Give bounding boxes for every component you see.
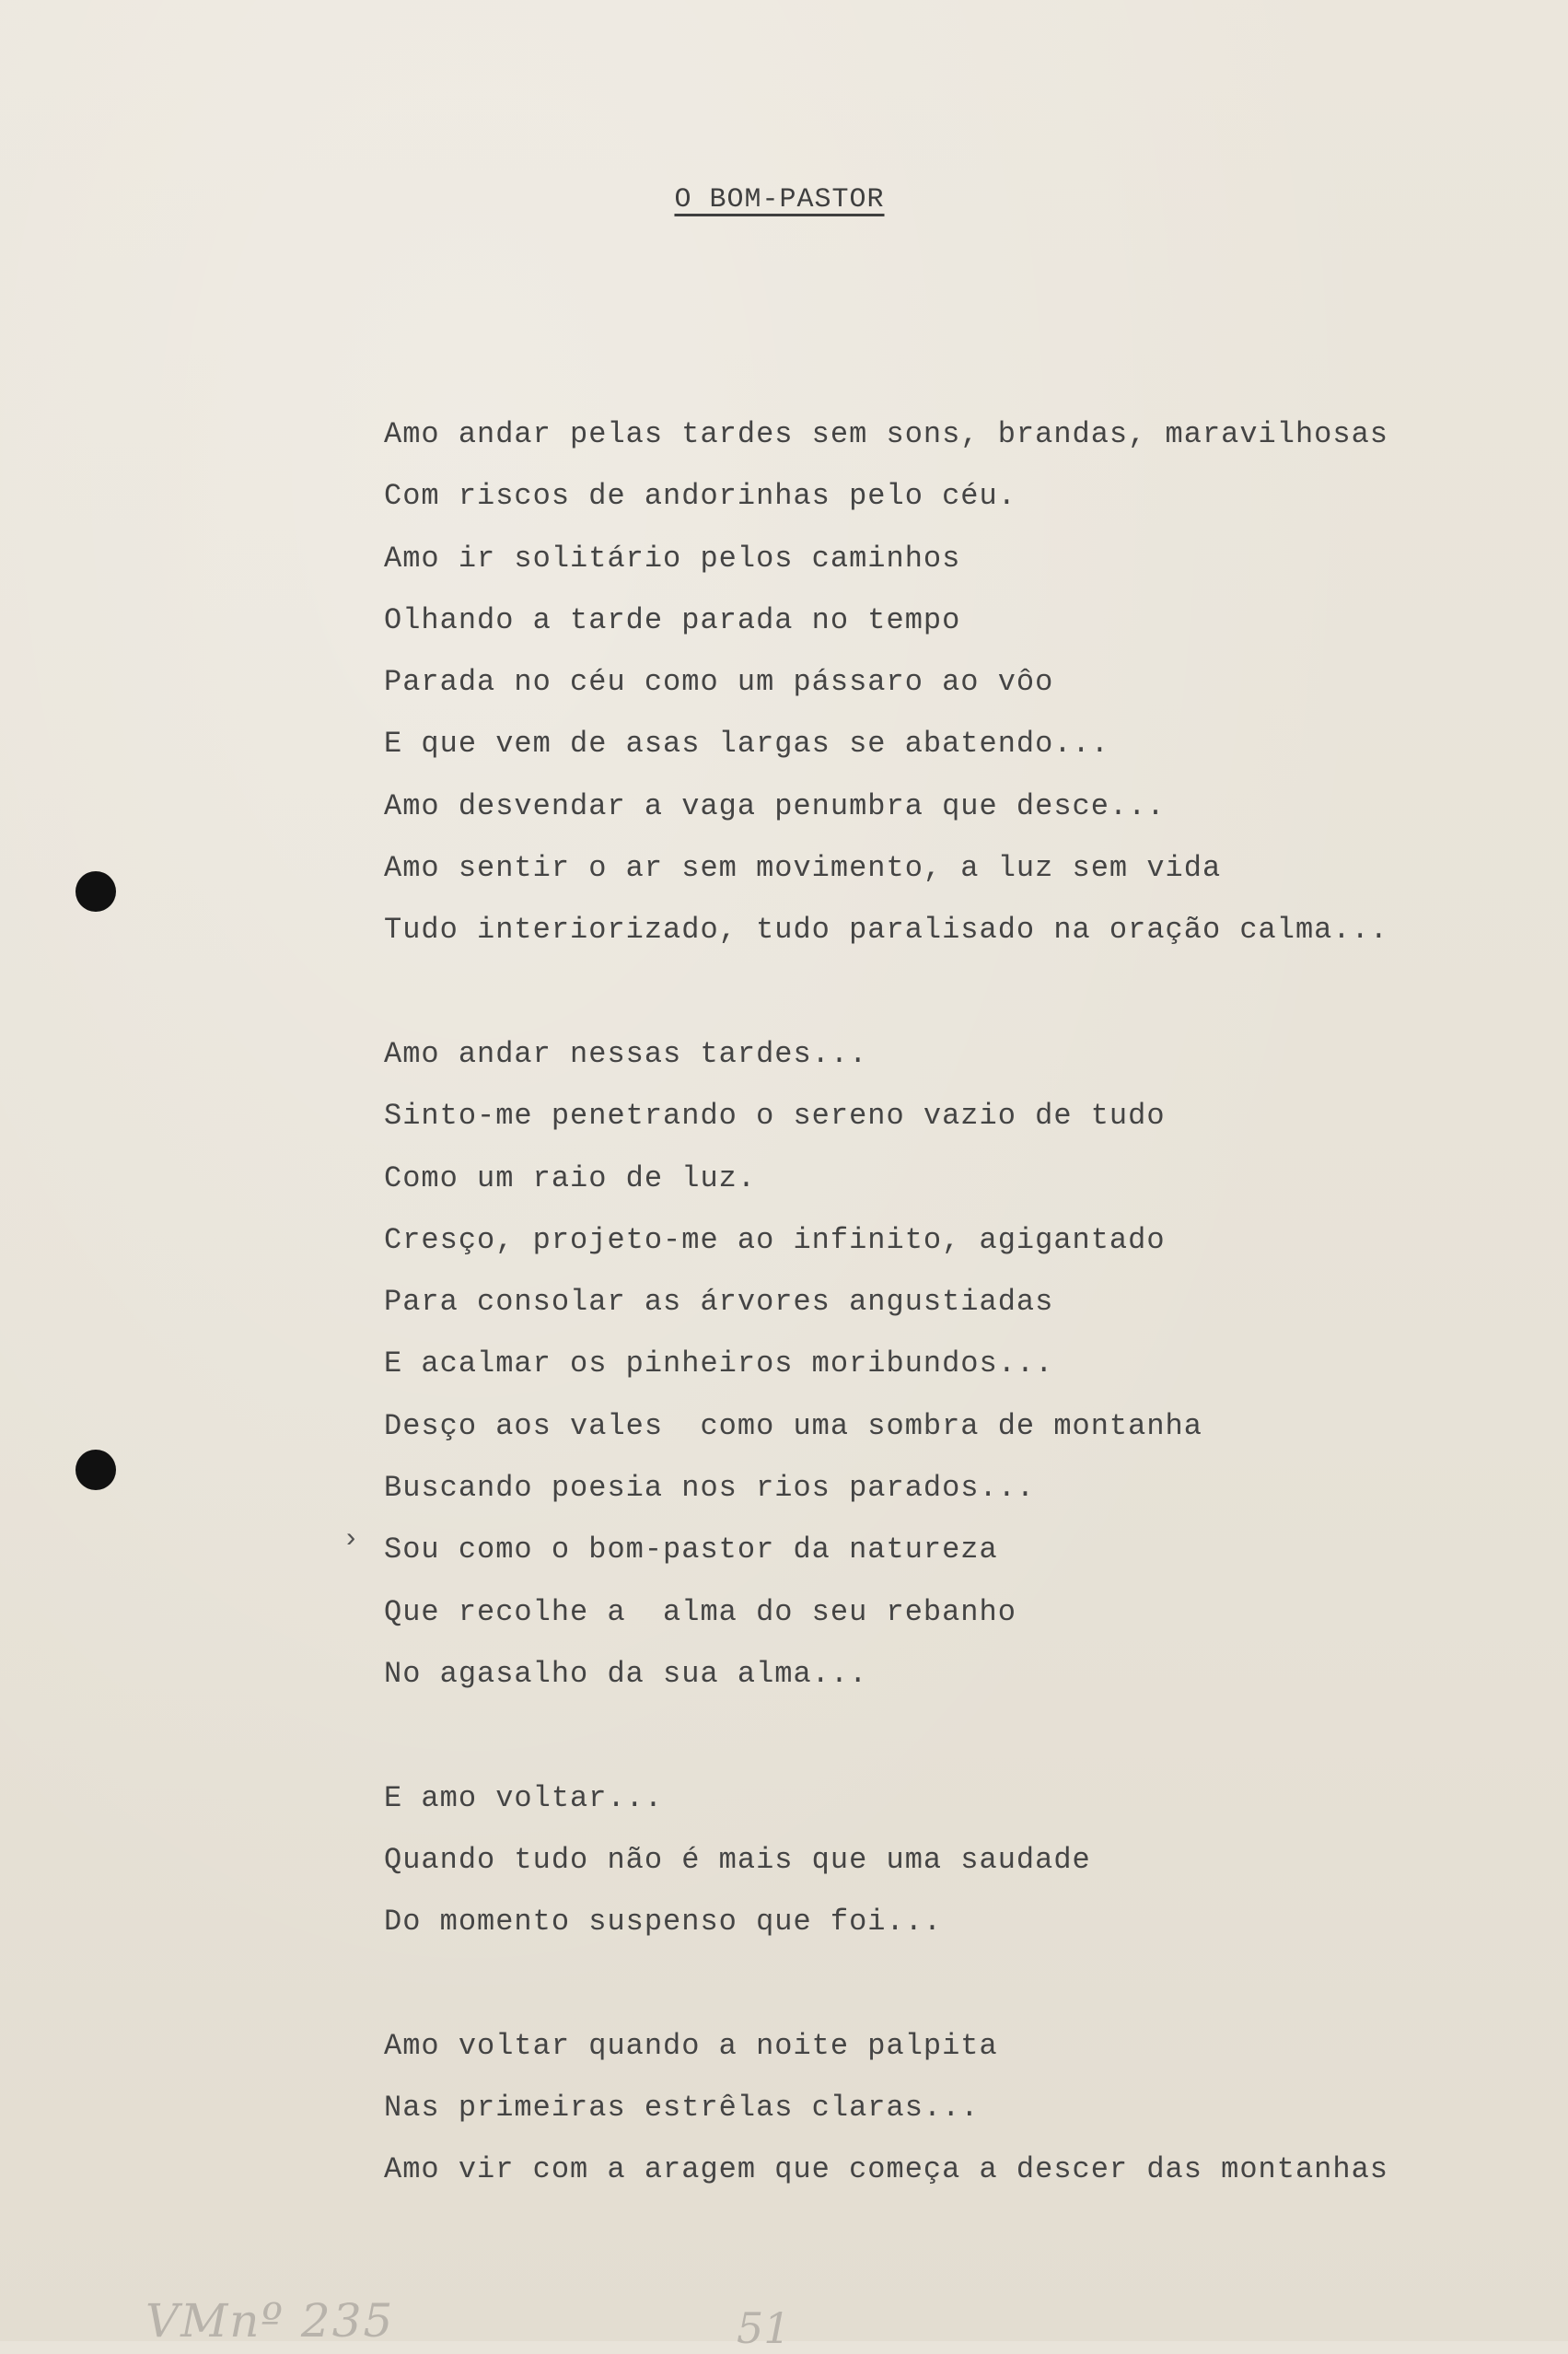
stanza-1 <box>384 403 1507 961</box>
stanza-4 <box>384 2015 1507 2201</box>
poem-line: Buscando poesia nos rios parados... <box>384 1471 1036 1506</box>
poem-line: Como um raio de luz. <box>384 1160 757 1195</box>
poem-line: Amo andar pelas tardes sem sons, brandas, maravilhosas <box>384 417 1388 451</box>
poem-line: Para consolar as árvores angustiadas <box>384 1285 1054 1320</box>
poem-line: Amo ir solitário pelos caminhos <box>384 541 961 576</box>
poem-line: Cresço, projeto-me ao infinito, agigantado <box>384 1222 1166 1257</box>
poem-line: Nas primeiras estrêlas claras... <box>384 2091 980 2126</box>
poem-line: Quando tudo não é mais que uma saudade <box>384 1842 1091 1877</box>
punch-hole-bottom <box>75 1450 116 1490</box>
poem-line: E que vem de asas largas se abatendo... <box>384 727 1109 762</box>
poem-line: Do momento suspenso que foi... <box>384 1905 943 1940</box>
poem-line: Amo desvendar a vaga penumbra que desce... <box>384 788 1166 823</box>
pencil-page-number: 51 <box>737 2303 791 2353</box>
poem-line: E amo voltar... <box>384 1780 664 1815</box>
margin-mark: › <box>343 1524 360 1556</box>
poem-line: Sinto-me penetrando o sereno vazio de tudo <box>384 1099 1166 1134</box>
poem-line: E acalmar os pinheiros moribundos... <box>384 1346 1054 1381</box>
poem-line: Tudo interiorizado, tudo paralisado na oração calma... <box>384 913 1388 948</box>
poem-line: Que recolhe a alma do seu rebanho <box>384 1594 1016 1629</box>
stanza-3 <box>384 1767 1507 1953</box>
poem-line: No agasalho da sua alma... <box>384 1656 868 1691</box>
pencil-catalog-note: VMnº 235 <box>145 2294 395 2348</box>
poem-title: O BOM-PASTOR <box>674 184 885 216</box>
poem-line: Amo vir com a aragem que começa a descer das montanhas <box>384 2152 1388 2187</box>
stanza-gap <box>384 961 1507 1023</box>
poem-line: Com riscos de andorinhas pelo céu. <box>384 479 1016 514</box>
poem-line: Amo sentir o ar sem movimento, a luz sem vida <box>384 851 1222 886</box>
poem-line: Amo andar nessas tardes... <box>384 1036 868 1071</box>
poem-body <box>384 403 1507 2201</box>
poem-line: Parada no céu como um pássaro ao vôo <box>384 665 1054 700</box>
stanza-gap <box>384 1705 1507 1766</box>
poem-line: Amo voltar quando a noite palpita <box>384 2028 998 2063</box>
poem-line: Olhando a tarde parada no tempo <box>384 602 961 637</box>
poem-line: Sou como o bom-pastor da natureza <box>384 1532 998 1567</box>
punch-hole-top <box>75 871 116 912</box>
stanza-gap <box>384 1952 1507 2014</box>
poem-line: Desço aos vales como uma sombra de montanha <box>384 1408 1202 1443</box>
stanza-2 <box>384 1023 1507 1705</box>
